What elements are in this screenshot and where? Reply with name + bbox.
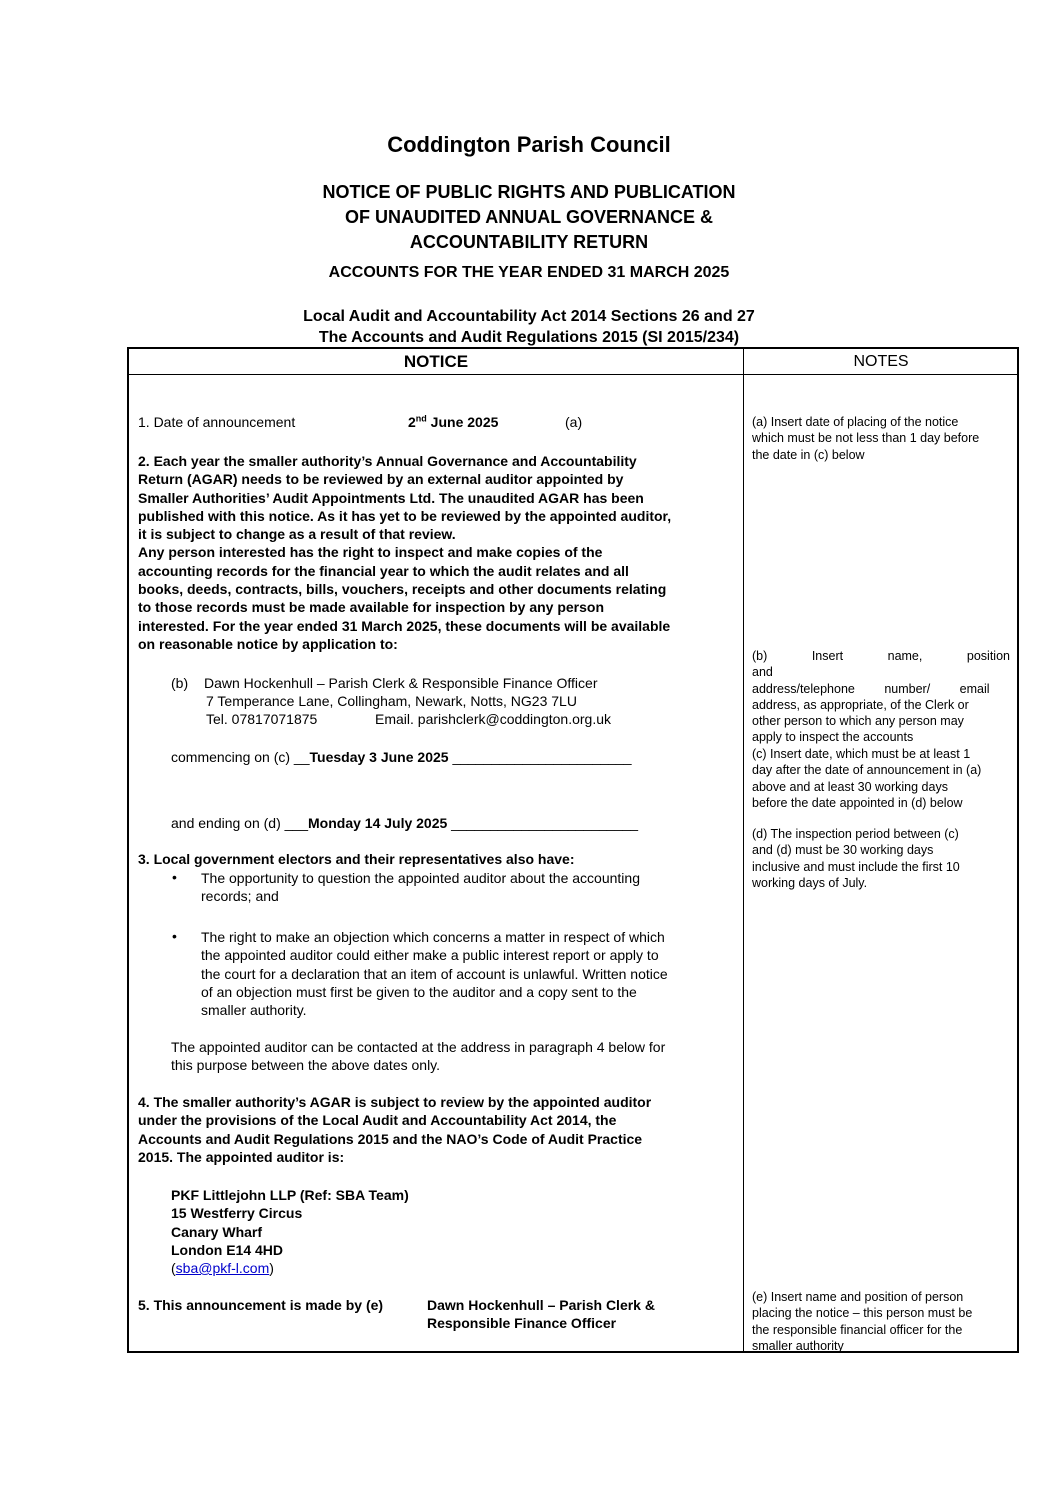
notes-column-header: NOTES <box>853 353 909 370</box>
council-name: Coddington Parish Council <box>387 132 671 157</box>
note-a: (a) Insert date of placing of the notice which must be not less than 1 day before the date in (c) below <box>752 415 980 462</box>
note-b: (b) Insert name, position and address/telephone number/ email address, as appropriate, of the Clerk or other person to which any person may apply to inspect the accounts <box>752 649 1010 745</box>
item3-contact-note: The appointed auditor can be contacted at the address in paragraph 4 below for this purpose between the above dates only. <box>171 1039 666 1074</box>
contact-tel: Tel. 07817071875 <box>206 711 318 727</box>
note-e: (e) Insert name and position of person placing the notice – this person must be the responsible financial officer for the smaller authority <box>752 1290 973 1353</box>
commencing-line: commencing on (c) __Tuesday 3 June 2025 _______________________ <box>171 749 632 765</box>
item3-heading: 3. Local government electors and their representatives also have: <box>138 851 575 867</box>
item3-bullet-2: The right to make an objection which concerns a matter in respect of which the appointed auditor could either make a public interest report or apply to the court for a declaration that an item of account is unlawful. Written notice of an objection must first be given to the auditor and a copy sent to the smaller authority. <box>201 929 668 1019</box>
auditor-email-link[interactable]: sba@pkf-l.com <box>175 1260 270 1276</box>
item2-line: on reasonable notice by application to: <box>138 635 398 652</box>
legislation-line-2: The Accounts and Audit Regulations 2015 (SI 2015/234) <box>318 329 740 346</box>
header-row-divider <box>129 374 1017 375</box>
item1-ref: (a) <box>565 414 583 430</box>
note-d: (d) The inspection period between (c) and (d) must be 30 working days inclusive and must include the first 10 working days of July. <box>752 827 960 890</box>
item2-line: Smaller Authorities’ Audit Appointments Ltd. The unaudited AGAR has been <box>138 489 644 506</box>
item2-line: it is subject to change as a result of that review. <box>138 526 456 543</box>
column-divider <box>743 349 744 1351</box>
item2-line: accounting records for the financial year to which the audit relates and all <box>138 562 629 579</box>
bullet-icon: • <box>172 869 177 885</box>
contact-address: 7 Temperance Lane, Collingham, Newark, Notts, NG23 7LU <box>206 693 577 709</box>
item2-line: interested. For the year ended 31 March 2025, these documents will be available <box>138 617 671 634</box>
ending-line: and ending on (d) ___Monday 14 July 2025 ________________________ <box>171 815 639 831</box>
notice-column-header: NOTICE <box>403 352 469 371</box>
announcement-date: 2nd June 2025 <box>408 413 499 430</box>
item2-line: published with this notice. As it has yet to be reviewed by the appointed auditor, <box>138 507 672 524</box>
item2-line: books, deeds, contracts, bills, vouchers, receipts and other documents relating <box>138 581 667 598</box>
item3-bullet-1: The opportunity to question the appointed auditor about the accounting records; and <box>201 870 640 905</box>
notice-title-line-2: OF UNAUDITED ANNUAL GOVERNANCE & <box>344 207 713 227</box>
ending-date: Monday 14 July 2025 <box>308 815 448 831</box>
announcer-name: Dawn Hockenhull – Parish Clerk & Responsible Finance Officer <box>427 1297 655 1332</box>
item5-label: 5. This announcement is made by (e) <box>138 1297 384 1313</box>
auditor-address: PKF Littlejohn LLP (Ref: SBA Team) 15 Westferry Circus Canary Wharf London E14 4HD <box>171 1187 409 1258</box>
item2-line: 2. Each year the smaller authority’s Annual Governance and Accountability <box>138 453 637 469</box>
contact-email: Email. parishclerk@coddington.org.uk <box>375 711 611 727</box>
item2-line: Return (AGAR) needs to be reviewed by an external auditor appointed by <box>138 471 624 488</box>
note-c: (c) Insert date, which must be at least 1 day after the date of announcement in (a) above and at least 30 working days before the date appointed in (d) below <box>752 747 982 810</box>
contact-name: Dawn Hockenhull – Parish Clerk & Responsible Finance Officer <box>204 675 598 691</box>
auditor-email: (sba@pkf-l.com) <box>171 1260 274 1276</box>
accounts-year-heading: ACCOUNTS FOR THE YEAR ENDED 31 MARCH 2025 <box>328 264 730 281</box>
item1-label: 1. Date of announcement <box>138 414 296 430</box>
item2-line: to those records must be made available for inspection by any person <box>138 599 605 616</box>
item4-paragraph: 4. The smaller authority’s AGAR is subject to review by the appointed auditor under the provisions of the Local Audit and Accountability Act 2014, the Accounts and Audit Regulations 2015 and the NAO’s Code of Audit Practice 2015. The appointed auditor is: <box>138 1094 652 1165</box>
notice-title-line-3: ACCOUNTABILITY RETURN <box>409 232 649 252</box>
commencing-date: Tuesday 3 June 2025 <box>309 749 449 765</box>
notice-title-line-1: NOTICE OF PUBLIC RIGHTS AND PUBLICATION <box>322 182 736 202</box>
bullet-icon: • <box>172 928 177 944</box>
contact-ref: (b) <box>171 675 189 691</box>
saa-name: Smaller Authorities’ Audit Appointments Ltd <box>138 489 432 506</box>
legislation-line-1: Local Audit and Accountability Act 2014 Sections 26 and 27 <box>303 308 755 325</box>
item2-line: Any person interested has the right to inspect and make copies of the <box>138 544 603 561</box>
item2-paragraph <box>138 452 732 653</box>
